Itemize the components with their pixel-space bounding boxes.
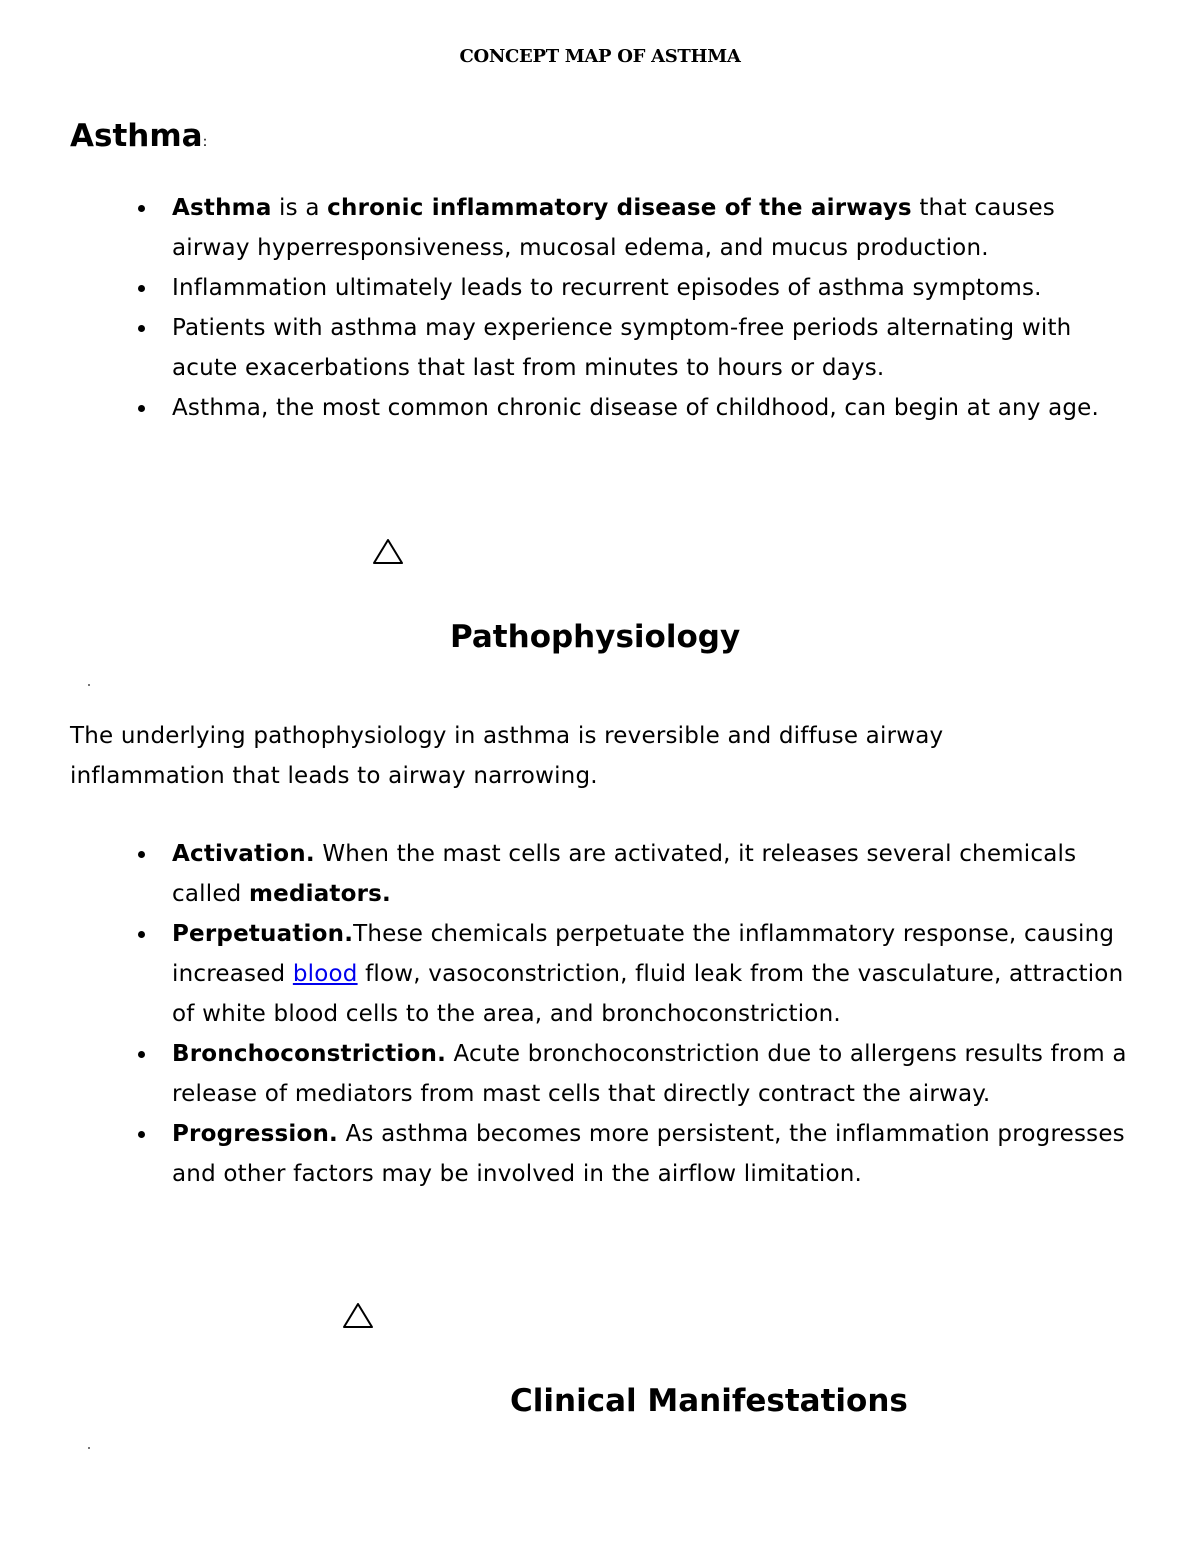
bullet-bold-term: Bronchoconstriction. — [172, 1041, 447, 1067]
triangle-arrow-icon — [371, 537, 405, 567]
list-item — [172, 914, 1132, 1034]
asthma-heading-text: Asthma — [70, 118, 203, 154]
bullet-bold-term: Asthma — [172, 195, 272, 221]
bullet-text: As asthma becomes more persistent, the inflammation progresses and other factors may be involved in the airflow limitation. — [172, 1121, 1125, 1187]
document-title: CONCEPT MAP OF ASTHMA — [459, 46, 741, 67]
pathophysiology-intro: The underlying pathophysiology in asthma is reversible and diffuse airway inflammation that leads to airway narrowing. — [70, 723, 944, 789]
asthma-heading — [70, 118, 207, 154]
pathophysiology-bullet-list — [172, 834, 1132, 1194]
bullet-bold-term: chronic inflammatory disease of the airways — [327, 195, 912, 221]
bullet-text: flow, vasoconstriction, fluid leak from the vasculature, attraction of white blood cells to the area, and bronchoconstriction. — [172, 961, 1124, 1027]
asthma-bullet-list — [172, 188, 1132, 428]
anchor-mark — [88, 1447, 90, 1449]
list-item — [172, 388, 1132, 428]
bullet-text: These chemicals perpetuate the inflammatory response, causing increased — [172, 921, 1115, 987]
bullet-text: Patients with asthma may experience symptom-free periods alternating with acute exacerbations that last from minutes to hours or days. — [172, 315, 1072, 381]
asthma-heading-colon: : — [202, 134, 208, 150]
bullet-text: Asthma, the most common chronic disease of childhood, can begin at any age. — [172, 395, 1100, 421]
bullet-text: that causes airway hyperresponsiveness, mucosal edema, and mucus production. — [172, 195, 1055, 261]
blood-link[interactable]: blood — [292, 961, 358, 987]
bullet-text: Inflammation ultimately leads to recurrent episodes of asthma symptoms. — [172, 275, 1042, 301]
triangle-arrow-icon — [341, 1301, 375, 1331]
pathophysiology-heading: Pathophysiology — [450, 619, 741, 655]
bullet-text: is a — [271, 195, 328, 221]
list-item — [172, 188, 1132, 268]
bullet-bold-term: Perpetuation. — [172, 921, 354, 947]
list-item — [172, 1034, 1132, 1114]
bullet-bold-term: Activation. — [172, 841, 315, 867]
anchor-mark — [88, 684, 90, 686]
clinical-manifestations-heading: Clinical Manifestations — [510, 1383, 908, 1419]
bullet-bold-term: mediators. — [248, 881, 391, 907]
list-item — [172, 1114, 1132, 1194]
list-item — [172, 268, 1132, 308]
bullet-text: When the mast cells are activated, it releases several chemicals called — [172, 841, 1077, 907]
list-item — [172, 834, 1132, 914]
bullet-text: Acute bronchoconstriction due to allergens results from a release of mediators from mast cells that directly contract the airway. — [172, 1041, 1127, 1107]
bullet-bold-term: Progression. — [172, 1121, 338, 1147]
list-item — [172, 308, 1132, 388]
